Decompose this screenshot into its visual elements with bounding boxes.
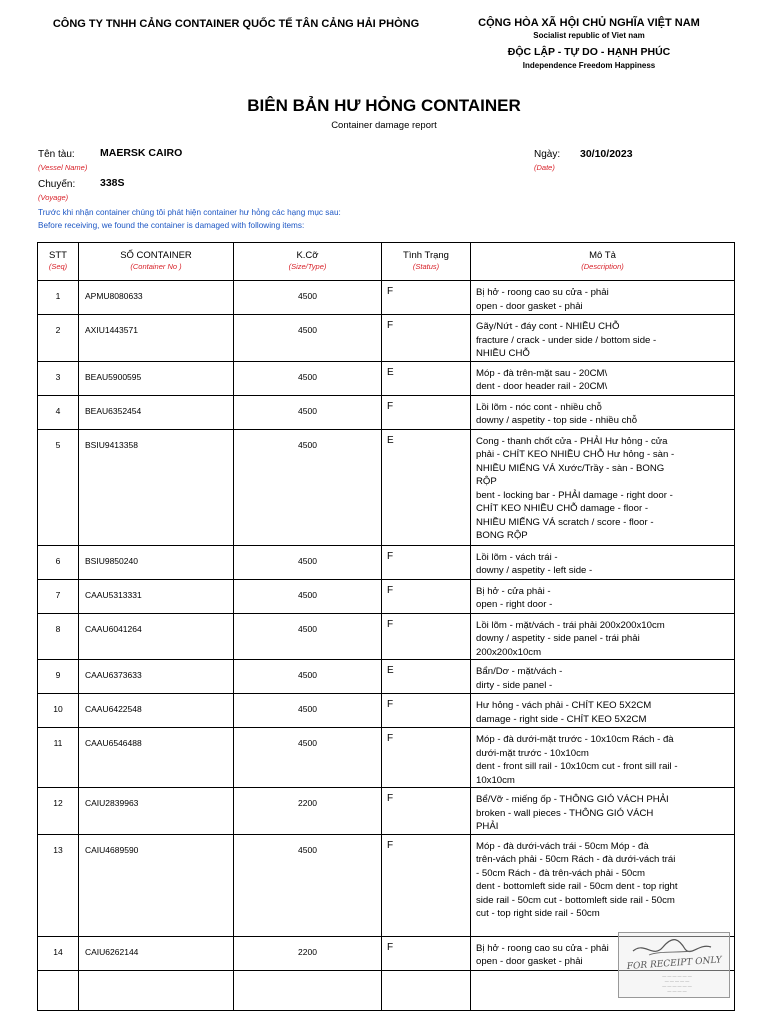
description-line: Bẩn/Dơ - mặt/vách -	[476, 666, 563, 677]
col-sublabel: (Status)	[412, 262, 440, 271]
description-line: 10x10cm	[476, 774, 515, 786]
row-size-type: 4500	[234, 315, 382, 362]
description-line: RỘP	[476, 476, 497, 487]
row-container-no: AXIU1443571	[79, 315, 234, 362]
row-size-type: 2200	[234, 936, 382, 970]
row-status	[382, 970, 471, 1010]
description-line: CHÍT KEO NHIỀU CHỖ damage - floor -	[476, 503, 649, 514]
table-row	[38, 395, 735, 429]
table-row	[38, 694, 735, 728]
description-line: dent - bottomleft side rail - 50cm dent - top right	[476, 881, 678, 892]
voyage-sublabel: (Voyage)	[38, 193, 69, 202]
table-row	[38, 834, 735, 936]
col-label: K.Cỡ	[296, 250, 319, 261]
vessel-value: MAERSK CAIRO	[100, 147, 183, 159]
description-line: side rail - 50cm cut - bottomleft side rail - 50cm	[476, 894, 675, 906]
row-description	[471, 315, 735, 362]
row-seq: 13	[38, 834, 79, 936]
row-status: E	[382, 361, 471, 395]
description-line: PHẢI	[476, 821, 499, 832]
row-container-no: BEAU6352454	[79, 395, 234, 429]
row-container-no	[79, 970, 234, 1010]
col-sublabel: (Seq)	[48, 262, 68, 271]
row-status: F	[382, 281, 471, 315]
table-body	[38, 281, 735, 1011]
row-seq: 7	[38, 579, 79, 613]
row-seq: 14	[38, 936, 79, 970]
date-label: Ngày:	[534, 149, 561, 160]
intro-vn: Trước khi nhận container chúng tôi phát hiện container hư hỏng các hạng mục sau:	[38, 208, 341, 217]
col-sublabel: (Description)	[581, 262, 624, 271]
row-container-no: CAIU6262144	[79, 936, 234, 970]
description-line: bent - locking bar - PHẢI damage - right door -	[476, 489, 673, 501]
row-description	[471, 579, 735, 613]
description-line: Móp - đà dưới-mặt trước - 10x10cm Rách - đà	[476, 734, 674, 745]
row-seq: 4	[38, 395, 79, 429]
date-sublabel: (Date)	[534, 163, 555, 172]
intro-en: Before receiving, we found the container is damaged with following items:	[38, 221, 305, 230]
row-size-type: 4500	[234, 545, 382, 579]
description-line: dưới-mặt trước - 10x10cm	[476, 747, 589, 759]
description-line: downy / aspetity - side panel - trái phải	[476, 633, 640, 644]
date-value: 30/10/2023	[580, 148, 633, 160]
republic-vn: CỘNG HÒA XÃ HỘI CHỦ NGHĨA VIỆT NAM	[478, 17, 700, 29]
row-size-type	[234, 970, 382, 1010]
row-container-no: CAAU6373633	[79, 660, 234, 694]
row-seq: 2	[38, 315, 79, 362]
row-size-type: 4500	[234, 281, 382, 315]
description-line: broken - wall pieces - THÔNG GIÓ VÁCH	[476, 807, 654, 819]
row-size-type: 4500	[234, 694, 382, 728]
row-status: F	[382, 834, 471, 936]
description-line: Hư hỏng - vách phải - CHÍT KEO 5X2CM	[476, 700, 652, 711]
row-container-no: BSIU9850240	[79, 545, 234, 579]
row-container-no: CAAU6422548	[79, 694, 234, 728]
table-row	[38, 545, 735, 579]
col-header-status	[382, 243, 471, 281]
table-header-row	[38, 243, 735, 281]
description-line: Bị hở - cửa phải -	[476, 585, 551, 597]
description-line: NHIỀU MIẾNG VÁ scratch / score - floor -	[476, 516, 654, 528]
row-seq	[38, 970, 79, 1010]
col-header-size	[234, 243, 382, 281]
row-size-type: 4500	[234, 395, 382, 429]
row-seq: 5	[38, 429, 79, 545]
row-status: F	[382, 694, 471, 728]
row-container-no: CAAU6041264	[79, 613, 234, 660]
description-line: Móp - đà dưới-vách trái - 50cm Móp - đà	[476, 840, 649, 852]
description-line: NHIỀU CHỖ	[476, 348, 530, 359]
col-header-stt	[38, 243, 79, 281]
vessel-sublabel: (Vessel Name)	[38, 163, 88, 172]
table-row	[38, 788, 735, 835]
row-description	[471, 613, 735, 660]
row-container-no: BEAU5900595	[79, 361, 234, 395]
motto-vn: ĐỘC LẬP - TỰ DO - HẠNH PHÚC	[507, 46, 671, 58]
row-seq: 3	[38, 361, 79, 395]
table-row	[38, 660, 735, 694]
row-description	[471, 361, 735, 395]
row-seq: 1	[38, 281, 79, 315]
table-row	[38, 281, 735, 315]
description-line: damage - right side - CHÍT KEO 5X2CM	[476, 713, 647, 725]
description-line: Lồi lõm - mặt/vách - trái phải 200x200x10cm	[476, 619, 665, 631]
row-description	[471, 728, 735, 788]
table-row	[38, 613, 735, 660]
row-size-type: 4500	[234, 361, 382, 395]
receipt-stamp	[618, 932, 730, 998]
col-sublabel: (Size/Type)	[288, 262, 327, 271]
col-label: Tình Trạng	[403, 250, 449, 261]
row-container-no: BSIU9413358	[79, 429, 234, 545]
row-container-no: CAIU4689590	[79, 834, 234, 936]
row-size-type: 4500	[234, 660, 382, 694]
col-label: Mô Tả	[589, 250, 616, 261]
description-line: dent - door header rail - 20CM\	[476, 381, 608, 392]
vessel-label: Tên tàu:	[38, 149, 75, 160]
table-row	[38, 361, 735, 395]
row-description	[471, 660, 735, 694]
row-status: F	[382, 545, 471, 579]
row-container-no: CAIU2839963	[79, 788, 234, 835]
company-name: CÔNG TY TNHH CẢNG CONTAINER QUỐC TẾ TÂN CẢNG HẢI PHÒNG	[52, 18, 420, 30]
row-seq: 8	[38, 613, 79, 660]
row-container-no: CAAU6546488	[79, 728, 234, 788]
row-size-type: 4500	[234, 834, 382, 936]
description-line: Móp - đà trên-mặt sau - 20CM\	[476, 367, 608, 379]
description-line: - 50cm Rách - đà trên-vách phải - 50cm	[476, 867, 646, 879]
description-line: dirty - side panel -	[476, 679, 553, 691]
republic-header	[444, 16, 734, 72]
row-status: F	[382, 579, 471, 613]
row-status: F	[382, 936, 471, 970]
table-row	[38, 429, 735, 545]
row-status: E	[382, 429, 471, 545]
row-status: F	[382, 395, 471, 429]
row-seq: 12	[38, 788, 79, 835]
description-line: dent - front sill rail - 10x10cm cut - front sill rail -	[476, 761, 678, 772]
damage-table	[37, 242, 735, 1011]
row-seq: 6	[38, 545, 79, 579]
description-line: NHIỀU MIẾNG VÁ Xước/Trầy - sàn - BONG	[476, 462, 665, 474]
voyage-value: 338S	[100, 177, 125, 189]
report-subtitle: Container damage report	[331, 120, 437, 131]
row-description	[471, 395, 735, 429]
row-description	[471, 788, 735, 835]
table-row	[38, 579, 735, 613]
description-line: Gãy/Nứt - đáy cont - NHIỀU CHỖ	[476, 321, 620, 332]
description-line: Lồi lõm - nóc cont - nhiều chỗ	[476, 401, 602, 413]
description-line: trên-vách phải - 50cm Rách - đà dưới-vách trái	[476, 854, 676, 865]
motto-en: Independence Freedom Happiness	[522, 61, 656, 70]
row-status: F	[382, 788, 471, 835]
republic-en: Socialist republic of Viet nam	[533, 31, 645, 40]
description-line: open - door gasket - phải	[476, 300, 583, 312]
row-status: E	[382, 660, 471, 694]
table-row	[38, 315, 735, 362]
col-sublabel: (Container No )	[130, 262, 182, 271]
stamp-note: FOR RECEIPT ONLY	[626, 955, 723, 972]
voyage-label: Chuyến:	[38, 179, 76, 190]
description-line: BONG RỘP	[476, 530, 528, 541]
description-line: fracture / crack - under side / bottom side -	[476, 334, 657, 346]
col-header-container	[79, 243, 234, 281]
row-seq: 9	[38, 660, 79, 694]
description-line: Cong - thanh chốt cửa - PHẢI Hư hỏng - cửa	[476, 435, 668, 447]
row-seq: 11	[38, 728, 79, 788]
col-header-description	[471, 243, 735, 281]
row-description	[471, 545, 735, 579]
row-description	[471, 429, 735, 545]
row-size-type: 4500	[234, 728, 382, 788]
row-size-type: 4500	[234, 579, 382, 613]
row-description	[471, 834, 735, 936]
row-container-no: CAAU5313331	[79, 579, 234, 613]
description-line: Lồi lõm - vách trái -	[476, 551, 558, 563]
row-size-type: 2200	[234, 788, 382, 835]
stamp-fine-print: — — — — — — — — — — — — — — — — — — — — —	[662, 973, 692, 993]
description-line: cut - top right side rail - 50cm	[476, 908, 600, 919]
description-line: Bể/Vỡ - miếng ốp - THÔNG GIÓ VÁCH PHẢI	[476, 794, 669, 805]
row-status: F	[382, 728, 471, 788]
row-description	[471, 694, 735, 728]
description-line: Bị hở - roong cao su cửa - phải	[476, 942, 609, 954]
row-size-type: 4500	[234, 429, 382, 545]
row-description	[471, 281, 735, 315]
row-status: F	[382, 315, 471, 362]
row-status: F	[382, 613, 471, 660]
row-seq: 10	[38, 694, 79, 728]
description-line: downy / aspetity - left side -	[476, 565, 593, 576]
row-size-type: 4500	[234, 613, 382, 660]
description-line: open - right door -	[476, 599, 553, 610]
description-line: phải - CHÍT KEO NHIỀU CHỖ Hư hỏng - sàn -	[476, 449, 675, 460]
report-title: BIÊN BẢN HƯ HỎNG CONTAINER	[247, 96, 521, 115]
table-row	[38, 728, 735, 788]
description-line: 200x200x10cm	[476, 646, 542, 658]
col-label: SỐ CONTAINER	[120, 250, 192, 261]
row-container-no: APMU8080633	[79, 281, 234, 315]
description-line: Bị hở - roong cao su cửa - phải	[476, 287, 609, 298]
description-line: downy / aspetity - top side - nhiều chỗ	[476, 415, 638, 426]
col-label: STT	[49, 250, 67, 261]
description-line: open - door gasket - phải	[476, 956, 583, 967]
